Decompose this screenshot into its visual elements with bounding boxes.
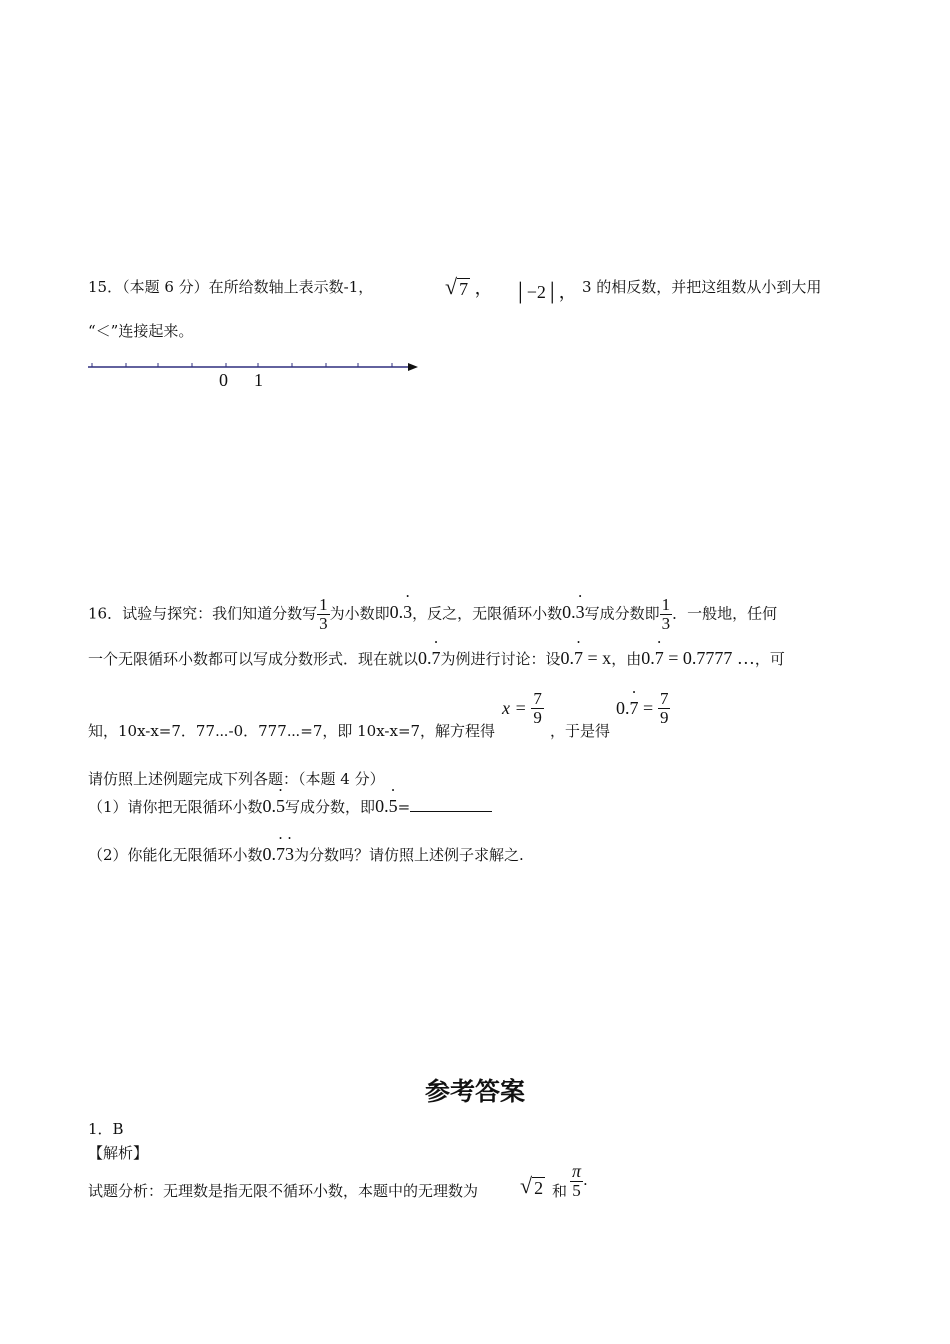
q16-instruction: 请仿照上述例题完成下列各题：（本题 4 分）	[88, 770, 385, 788]
q16-p1e: ．一般地，任何	[672, 604, 778, 623]
sqrt-two: √ 2	[520, 1173, 544, 1198]
analysis-body: 试题分析：无理数是指无限不循环小数，本题中的无理数为	[88, 1182, 479, 1200]
frac-one-third-2: $\frac{1}{3}$	[661, 595, 671, 633]
sub2-text-a: （2）你能化无限循环小数	[88, 846, 263, 864]
abs-value: −2	[526, 282, 546, 302]
x-equals-seven-ninths: x = $\frac{7}{9}$	[502, 689, 542, 727]
and-word: 和	[552, 1182, 568, 1200]
decimal-0-3-rep: 0.3 •	[390, 602, 413, 622]
eq-07-expand: 0.7 • = 0.7777 …	[641, 648, 755, 668]
decimal-0-73-rep: 0.7 •3 •	[263, 844, 295, 864]
decimal-0-7-rep: 0.7 •	[418, 648, 441, 668]
q16-sub2	[88, 844, 524, 865]
q16-p1d: 写成分数即	[584, 604, 660, 623]
sqrt7-radicand: 7	[459, 279, 469, 299]
q16-line3: 知，10x-x=7．77⋯-0．777⋯=7，即 10x-x=7，解方程得	[88, 722, 496, 740]
q16-p3b: ，于是得	[550, 722, 611, 740]
eq-07-x: 0.7 • = x	[561, 648, 612, 668]
q16-p1a: 16．试验与探究：我们知道分数写	[88, 604, 318, 623]
answer-item-1: 1．B	[88, 1120, 124, 1138]
decimal-0-5-rep: 0.5 •	[263, 796, 286, 816]
q16-p1c: ，反之，无限循环小数	[412, 604, 563, 623]
abs-minus-two: │−2│，	[514, 282, 577, 302]
q15-comma-2: ，	[558, 282, 577, 302]
q15-line2: “＜”连接起来。	[88, 322, 194, 340]
pi-over-five: $\frac{\pi}{5}$ .	[572, 1161, 588, 1200]
analysis-text	[88, 1180, 478, 1201]
q15-comma: ，	[474, 278, 493, 298]
q15-line1	[88, 276, 373, 297]
analysis-label: 【解析】	[88, 1144, 149, 1162]
answers-title: 参考答案	[424, 1077, 525, 1106]
q16-p2c: ，由	[611, 650, 642, 668]
q16-line1	[88, 596, 777, 633]
q15-text-prefix: 15．（本题 6 分）在所给数轴上表示数-1，	[88, 278, 374, 296]
analysis-period: .	[583, 1170, 588, 1189]
answer-blank[interactable]	[410, 799, 492, 812]
sub1-text-a: （1）请你把无限循环小数	[88, 798, 263, 816]
dec07-equals-seven-ninths: 0.7 • = $\frac{7}{9}$	[616, 690, 670, 727]
axis-arrow-icon	[408, 363, 418, 371]
sub2-text-b: 为分数吗？请仿照上述例子求解之.	[294, 846, 524, 864]
q15-line1-suffix: 3 的相反数，并把这组数从小到大用	[582, 278, 822, 296]
q16-p2d: ，可	[754, 650, 785, 668]
decimal-0-5-rep-2: 0.5 •	[375, 796, 398, 816]
q16-line2	[88, 648, 785, 669]
axis-label-one: 1	[254, 370, 263, 390]
sub1-text-b: 写成分数，即	[285, 798, 376, 816]
sqrt-seven: √ 7 ，	[445, 274, 493, 299]
sqrt2-radicand: 2	[534, 1178, 544, 1198]
axis-label-zero: 0	[219, 370, 228, 390]
frac-one-third: $\frac{1}{3}$	[319, 595, 328, 633]
q16-p1b: 为小数即	[329, 604, 390, 623]
q16-p2b: 为例进行讨论：设	[440, 650, 561, 668]
decimal-0-3-rep-2: 0.3 •	[562, 602, 585, 622]
sub1-equals: =	[397, 798, 411, 816]
q16-p2a: 一个无限循环小数都可以写成分数形式．现在就以	[88, 650, 419, 668]
q16-sub1	[88, 796, 492, 817]
